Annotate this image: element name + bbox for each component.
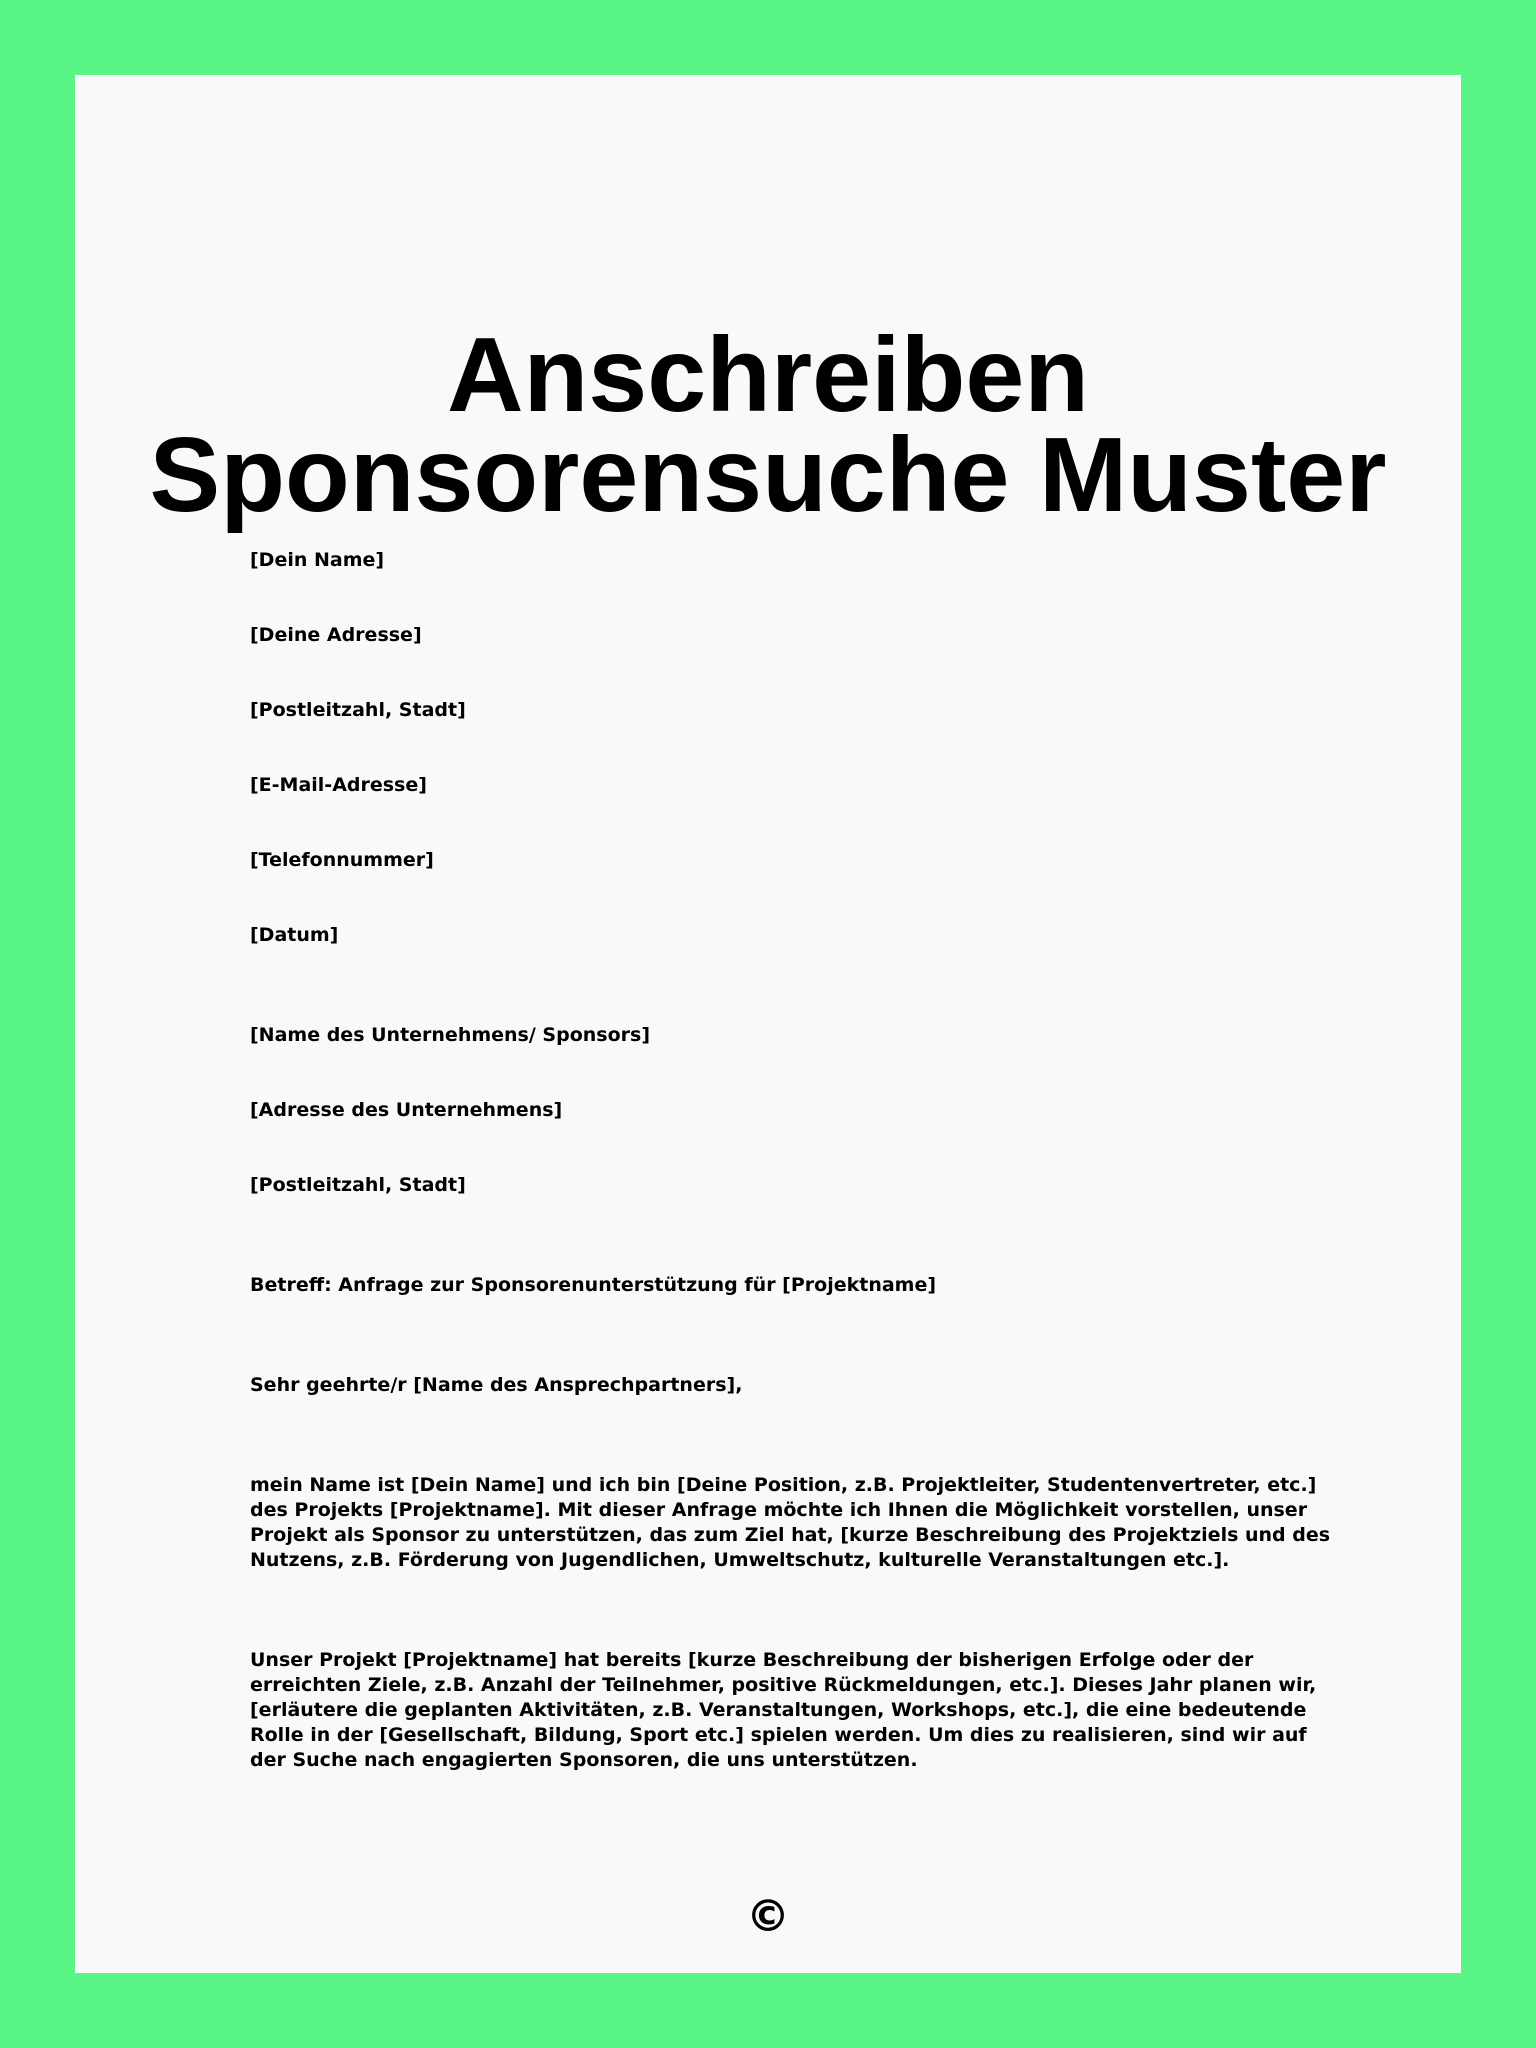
copyright-symbol: © <box>746 1891 790 1942</box>
sender-postal-city: [Postleitzahl, Stadt] <box>250 699 466 721</box>
letter-salutation: Sehr geehrte/r [Name des Ansprechpartners], <box>250 1374 743 1396</box>
sender-name: [Dein Name] <box>250 549 385 571</box>
document-title <box>75 316 1461 534</box>
title-line-2: Sponsorensuche Muster <box>149 416 1387 534</box>
sender-email: [E-Mail-Adresse] <box>250 774 427 796</box>
letter-subject: Betreff: Anfrage zur Sponsorenunterstützung für [Projektname] <box>250 1274 937 1296</box>
title-line-1: Anschreiben <box>446 316 1090 434</box>
sender-phone: [Telefonnummer] <box>250 849 434 871</box>
sender-address: [Deine Adresse] <box>250 624 422 646</box>
document-page <box>75 75 1461 1973</box>
recipient-address: [Adresse des Unternehmens] <box>250 1099 563 1121</box>
recipient-company: [Name des Unternehmens/ Sponsors] <box>250 1024 651 1046</box>
letter-date: [Datum] <box>250 924 339 946</box>
body-paragraph-1: mein Name ist [Dein Name] und ich bin [Deine Position, z.B. Projektleiter, Studentenvertreter, etc.] des Projekts [Projektname]. Mit dieser Anfrage möchte ich Ihnen die Möglichkeit vorstellen, unser Projekt als Sponsor zu unterstützen, das zum Ziel hat, [kurze Beschreibung des Projektziels und des Nutzens, z.B. Förderung von Jugendlichen, Umweltschutz, kulturelle Veranstaltungen etc.]. <box>250 1474 1331 1571</box>
body-paragraph-2: Unser Projekt [Projektname] hat bereits [kurze Beschreibung der bisherigen Erfolge oder der erreichten Ziele, z.B. Anzahl der Teilnehmer, positive Rückmeldungen, etc.]. Dieses Jahr planen wir, [erläutere die geplanten Aktivitäten, z.B. Veranstaltungen, Workshops, etc.], die eine bedeutende Rolle in der [Gesellschaft, Bildung, Sport etc.] spielen werden. Um dies zu realisieren, sind wir auf der Suche nach engagierten Sponsoren, die uns unterstützen. <box>250 1649 1317 1771</box>
recipient-postal-city: [Postleitzahl, Stadt] <box>250 1174 466 1196</box>
